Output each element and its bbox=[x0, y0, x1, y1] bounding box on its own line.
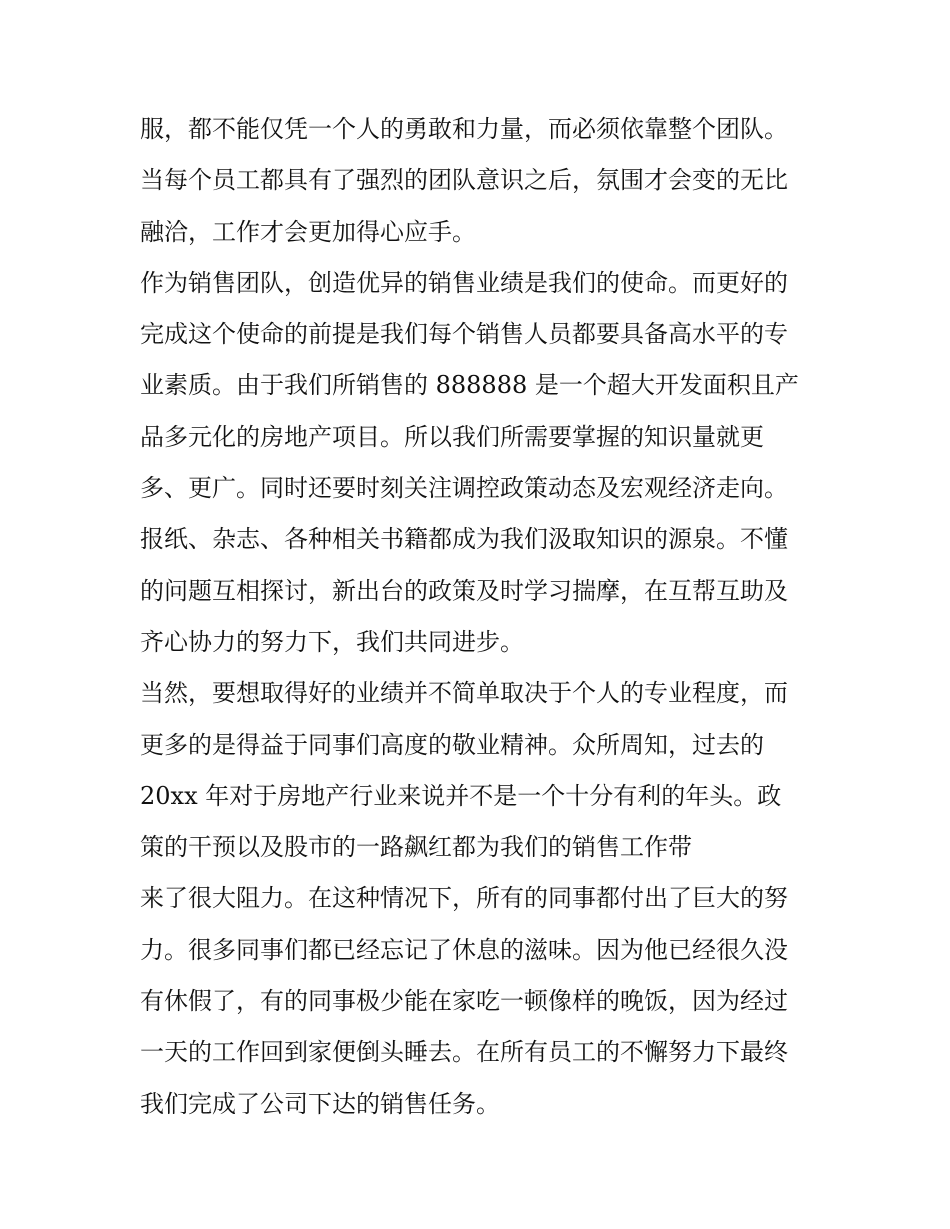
text-line: 完成这个使命的前提是我们每个销售人员都要具备高水平的专 bbox=[140, 320, 788, 349]
text-line: 一天的工作回到家便倒头睡去。在所有员工的不懈努力下最终 bbox=[140, 1038, 788, 1067]
text-line: 报纸、杂志、各种相关书籍都成为我们汲取知识的源泉。不懂 bbox=[140, 525, 788, 554]
text-line: 有休假了，有的同事极少能在家吃一顿像样的晚饭，因为经过 bbox=[140, 987, 788, 1016]
text-line: 来了很大阻力。在这种情况下，所有的同事都付出了巨大的努 bbox=[140, 884, 788, 913]
text-line: 业素质。由于我们所销售的 888888 是一个超大开发面积且产 bbox=[140, 371, 799, 400]
text-line: 当然，要想取得好的业绩并不简单取决于个人的专业程度，而 bbox=[140, 679, 788, 708]
text-line: 齐心协力的努力下，我们共同进步。 bbox=[140, 627, 524, 656]
text-line: 多、更广。同时还要时刻关注调控政策动态及宏观经济走向。 bbox=[140, 474, 788, 503]
text-line: 作为销售团队，创造优异的销售业绩是我们的使命。而更好的 bbox=[140, 268, 788, 297]
text-line: 当每个员工都具有了强烈的团队意识之后，氛围才会变的无比 bbox=[140, 166, 788, 195]
text-line: 品多元化的房地产项目。所以我们所需要掌握的知识量就更 bbox=[140, 422, 764, 451]
text-line: 我们完成了公司下达的销售任务。 bbox=[140, 1089, 500, 1118]
text-line: 力。很多同事们都已经忘记了休息的滋味。因为他已经很久没 bbox=[140, 935, 788, 964]
body-text bbox=[140, 104, 820, 1130]
text-line: 的问题互相探讨，新出台的政策及时学习揣摩，在互帮互助及 bbox=[140, 576, 788, 605]
text-line: 更多的是得益于同事们高度的敬业精神。众所周知，过去的 bbox=[140, 730, 764, 759]
text-line: 20xx 年对于房地产行业来说并不是一个十分有利的年头。政 bbox=[140, 781, 782, 810]
text-line: 融洽，工作才会更加得心应手。 bbox=[140, 217, 476, 246]
text-line: 策的干预以及股市的一路飙红都为我们的销售工作带 bbox=[140, 833, 692, 862]
text-line: 服，都不能仅凭一个人的勇敢和力量，而必须依靠整个团队。 bbox=[140, 115, 788, 143]
